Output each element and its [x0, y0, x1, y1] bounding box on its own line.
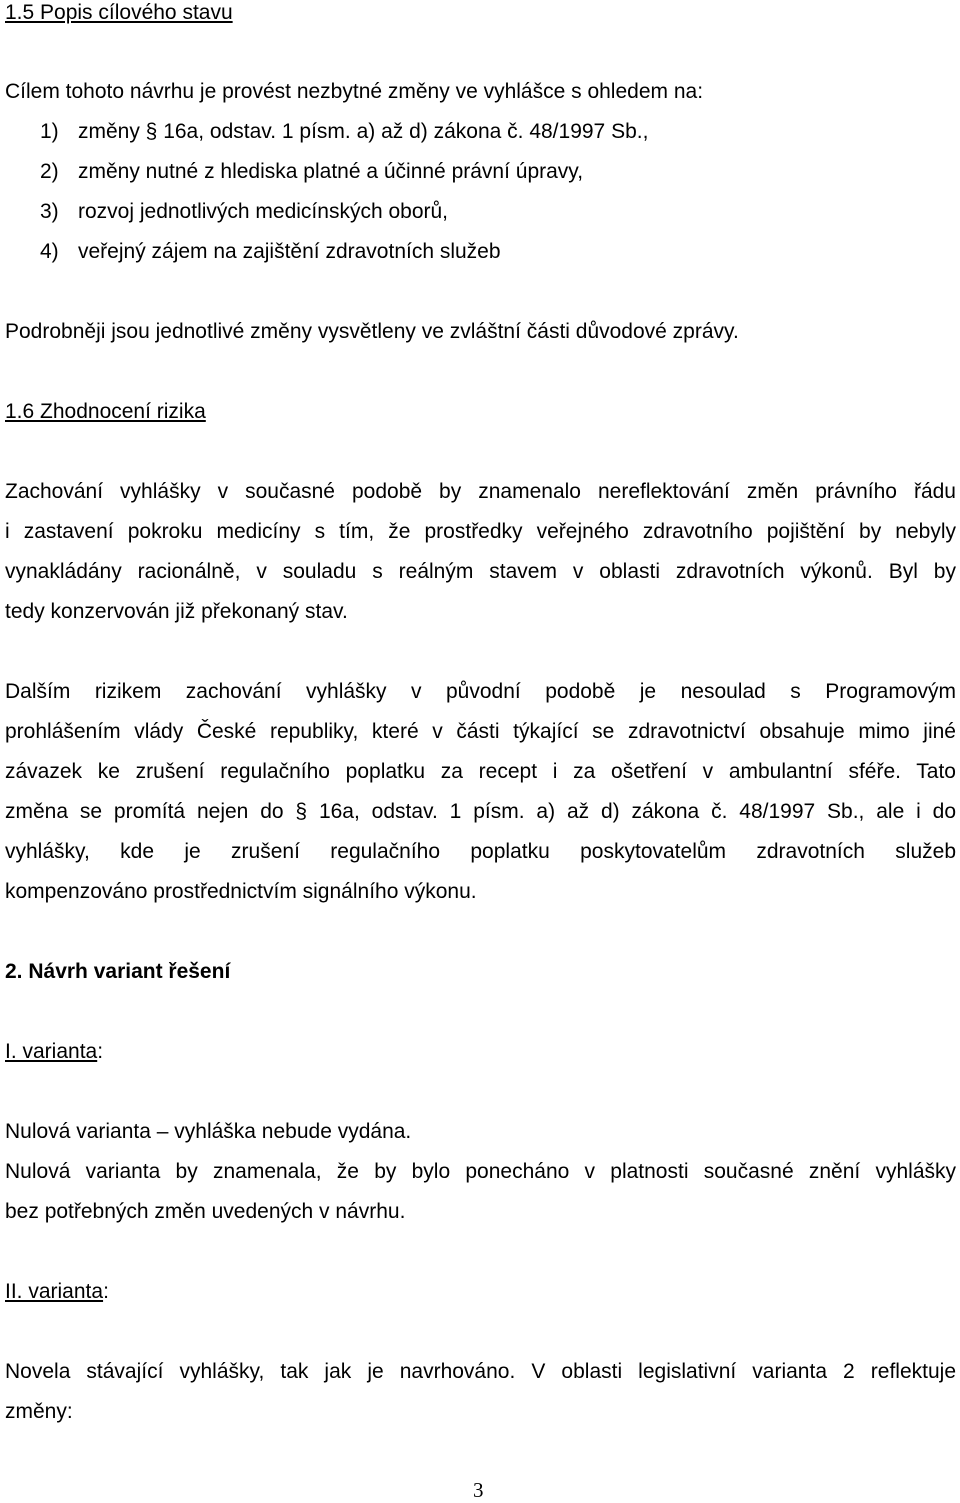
variant-1-paragraph-line: bez potřebných změn uvedených v návrhu. — [5, 1200, 406, 1223]
risk-paragraph-2-line: kompenzováno prostřednictvím signálního výkonu. — [5, 880, 477, 903]
section-heading-1-5: 1.5 Popis cílového stavu — [5, 1, 233, 24]
variant-1-label: I. varianta — [5, 1040, 98, 1063]
risk-paragraph-2-line: Dalším rizikem zachování vyhlášky v původní podobě je nesoulad s Programovým — [5, 680, 956, 703]
list-item — [40, 239, 501, 265]
list-item-text: změny nutné z hlediska platné a účinné právní úpravy, — [78, 160, 584, 183]
variant-2-label: II. varianta — [5, 1280, 104, 1303]
list-item-number: 1) — [40, 120, 59, 143]
risk-paragraph-1-line: i zastavení pokroku medicíny s tím, že prostředky veřejného zdravotního pojištění by nebyly — [5, 520, 956, 543]
variant-2-colon: : — [103, 1280, 109, 1303]
risk-paragraph-1-line: vynakládány racionálně, v souladu s reálným stavem v oblasti zdravotních výkonů. Byl by — [5, 560, 956, 583]
risk-paragraph-1-line: Zachování vyhlášky v současné podobě by znamenalo nereflektování změn právního řádu — [5, 480, 956, 503]
risk-paragraph-2-line: závazek ke zrušení regulačního poplatku za recept i za ošetření v ambulantní sféře. Tato — [5, 760, 956, 783]
intro-paragraph: Cílem tohoto návrhu je provést nezbytné změny ve vyhlášce s ohledem na: — [5, 80, 704, 103]
risk-paragraph-2-line: vyhlášky, kde je zrušení regulačního poplatku poskytovatelům zdravotních služeb — [5, 840, 956, 863]
variant-1-heading — [5, 1039, 103, 1065]
page-number: 3 — [473, 1478, 484, 1502]
variant-2-paragraph-line: změny: — [5, 1400, 73, 1423]
list-item-text: veřejný zájem na zajištění zdravotních služeb — [78, 240, 501, 263]
list-item — [40, 119, 648, 145]
list-item-text: rozvoj jednotlivých medicínských oborů, — [78, 200, 449, 223]
variant-1-colon: : — [97, 1040, 104, 1063]
section-heading-1-6: 1.6 Zhodnocení rizika — [5, 400, 206, 423]
list-item-number: 4) — [40, 240, 59, 263]
risk-paragraph-2-line: prohlášením vlády České republiky, které v části týkající se zdravotnictví obsahuje mimo jiné — [5, 720, 956, 743]
list-item — [40, 199, 448, 225]
detail-paragraph: Podrobněji jsou jednotlivé změny vysvětleny ve zvláštní části důvodové zprávy. — [5, 320, 739, 343]
variant-1-paragraph-line: Nulová varianta by znamenala, že by bylo ponecháno v platnosti současné znění vyhlášky — [5, 1160, 956, 1183]
list-item — [40, 159, 583, 185]
list-item-text: změny § 16a, odstav. 1 písm. a) až d) zákona č. 48/1997 Sb., — [78, 120, 649, 143]
section-heading-2: 2. Návrh variant řešení — [5, 960, 231, 983]
list-item-number: 3) — [40, 200, 59, 223]
risk-paragraph-2-line: změna se promítá nejen do § 16a, odstav. 1 písm. a) až d) zákona č. 48/1997 Sb., ale i do — [5, 800, 956, 823]
risk-paragraph-1-line: tedy konzervován již překonaný stav. — [5, 600, 348, 623]
list-item-number: 2) — [40, 160, 59, 183]
variant-2-paragraph-line: Novela stávající vyhlášky, tak jak je navrhováno. V oblasti legislativní varianta 2 reflektuje — [5, 1360, 956, 1383]
variant-1-summary: Nulová varianta – vyhláška nebude vydána. — [5, 1120, 412, 1143]
variant-2-heading — [5, 1279, 109, 1305]
